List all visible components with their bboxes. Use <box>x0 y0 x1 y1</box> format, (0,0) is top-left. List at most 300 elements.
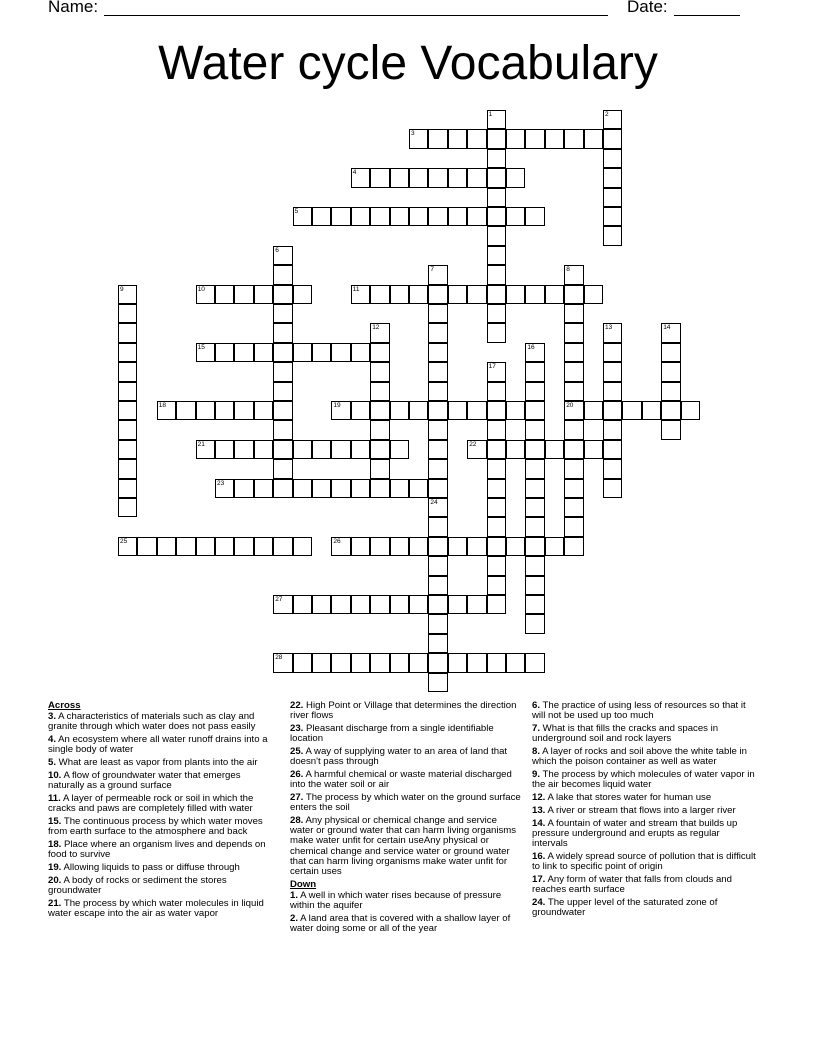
clue-number: 28. <box>290 815 304 826</box>
crossword-cell[interactable] <box>584 285 603 304</box>
clue-number: 20. <box>48 874 62 886</box>
crossword-cell[interactable] <box>448 537 467 556</box>
crossword-cell[interactable] <box>409 168 428 187</box>
crossword-cell[interactable] <box>370 537 389 556</box>
crossword-cell[interactable] <box>467 537 486 556</box>
crossword-cell[interactable] <box>428 362 447 381</box>
crossword-cell[interactable] <box>409 207 428 226</box>
crossword-cell[interactable] <box>487 226 506 245</box>
crossword-cell[interactable] <box>545 440 564 459</box>
crossword-cell[interactable] <box>487 382 506 401</box>
crossword-cell[interactable] <box>390 440 409 459</box>
crossword-cell[interactable] <box>545 129 564 148</box>
crossword-cell[interactable] <box>370 653 389 672</box>
crossword-cell[interactable] <box>448 207 467 226</box>
crossword-cell[interactable] <box>273 537 292 556</box>
crossword-cell[interactable] <box>603 149 622 168</box>
crossword-cell[interactable] <box>409 653 428 672</box>
crossword-cell[interactable] <box>603 168 622 187</box>
crossword-cell[interactable] <box>254 440 273 459</box>
crossword-cell[interactable] <box>390 401 409 420</box>
clue-text: A harmful chemical or waste material discharged into the water soil or air <box>290 769 512 791</box>
clue-text: High Point or Village that determines the direction river flows <box>290 700 517 722</box>
crossword-cell[interactable] <box>137 537 156 556</box>
crossword-cell[interactable] <box>409 537 428 556</box>
crossword-cell[interactable] <box>506 440 525 459</box>
crossword-cell[interactable] <box>564 479 583 498</box>
crossword-cell[interactable] <box>564 459 583 478</box>
crossword-cell[interactable] <box>487 498 506 517</box>
crossword-cell[interactable] <box>273 653 292 672</box>
crossword-cell[interactable] <box>487 401 506 420</box>
crossword-cell[interactable] <box>564 323 583 342</box>
crossword-cell[interactable] <box>448 653 467 672</box>
clue-number: 3. <box>48 711 57 723</box>
clue-text: A characteristics of materials such as clay and granite through which water does not pass easily <box>48 711 256 733</box>
crossword-cell[interactable] <box>564 285 583 304</box>
crossword-cell[interactable] <box>487 304 506 323</box>
crossword-cell[interactable] <box>254 401 273 420</box>
crossword-cell[interactable] <box>118 285 137 304</box>
crossword-cell[interactable] <box>487 246 506 265</box>
crossword-cell[interactable] <box>487 323 506 342</box>
crossword-cell[interactable] <box>312 207 331 226</box>
crossword-cell[interactable] <box>525 362 544 381</box>
crossword-cell[interactable] <box>428 537 447 556</box>
crossword-cell[interactable] <box>487 479 506 498</box>
crossword-cell[interactable] <box>448 401 467 420</box>
crossword-cell[interactable] <box>118 498 137 517</box>
crossword-cell[interactable] <box>506 207 525 226</box>
crossword-cell[interactable] <box>351 653 370 672</box>
crossword-cell[interactable] <box>409 401 428 420</box>
crossword-cell[interactable] <box>525 614 544 633</box>
crossword-cell[interactable] <box>370 207 389 226</box>
crossword-cell[interactable] <box>196 440 215 459</box>
crossword-cell[interactable] <box>254 343 273 362</box>
crossword-cell[interactable] <box>409 285 428 304</box>
crossword-cell[interactable] <box>487 420 506 439</box>
crossword-cell[interactable] <box>370 595 389 614</box>
down-clue <box>532 724 758 744</box>
crossword-cell[interactable] <box>428 420 447 439</box>
crossword-cell[interactable] <box>428 459 447 478</box>
crossword-cell[interactable] <box>525 207 544 226</box>
crossword-cell[interactable] <box>487 517 506 536</box>
crossword-cell[interactable] <box>487 653 506 672</box>
crossword-cell[interactable] <box>312 595 331 614</box>
crossword-cell[interactable] <box>234 479 253 498</box>
crossword-cell[interactable] <box>487 188 506 207</box>
crossword-cell[interactable] <box>351 537 370 556</box>
crossword-cell[interactable] <box>157 401 176 420</box>
crossword-cell[interactable] <box>467 285 486 304</box>
crossword-cell[interactable] <box>351 285 370 304</box>
clue-text: What are least as vapor from plants into the air <box>56 757 258 769</box>
crossword-cell[interactable] <box>487 207 506 226</box>
crossword-cell[interactable] <box>293 440 312 459</box>
crossword-cell[interactable] <box>545 537 564 556</box>
crossword-cell[interactable] <box>234 401 253 420</box>
crossword-cell[interactable] <box>118 537 137 556</box>
crossword-cell[interactable] <box>234 537 253 556</box>
crossword-cell[interactable] <box>642 401 661 420</box>
crossword-cell[interactable] <box>603 420 622 439</box>
crossword-cell[interactable] <box>487 265 506 284</box>
crossword-cell[interactable] <box>428 653 447 672</box>
crossword-cell[interactable] <box>428 285 447 304</box>
crossword-cell[interactable] <box>525 556 544 575</box>
crossword-cell[interactable] <box>370 343 389 362</box>
crossword-cell[interactable] <box>487 556 506 575</box>
crossword-cell[interactable] <box>176 537 195 556</box>
crossword-cell[interactable] <box>603 459 622 478</box>
crossword-cell[interactable] <box>428 343 447 362</box>
crossword-cell[interactable] <box>525 537 544 556</box>
crossword-cell[interactable] <box>370 440 389 459</box>
crossword-cell[interactable] <box>487 595 506 614</box>
crossword-cell[interactable] <box>273 595 292 614</box>
crossword-cell[interactable] <box>506 285 525 304</box>
crossword-cell[interactable] <box>428 382 447 401</box>
crossword-cell[interactable] <box>584 440 603 459</box>
crossword-cell[interactable] <box>603 110 622 129</box>
crossword-cell[interactable] <box>428 323 447 342</box>
crossword-cell[interactable] <box>331 207 350 226</box>
crossword-cell[interactable] <box>331 653 350 672</box>
down-clue <box>532 806 758 816</box>
crossword-cell[interactable] <box>273 440 292 459</box>
crossword-cell[interactable] <box>584 401 603 420</box>
crossword-cell[interactable] <box>467 129 486 148</box>
crossword-cell[interactable] <box>312 653 331 672</box>
crossword-cell[interactable] <box>370 285 389 304</box>
crossword-cell[interactable] <box>428 129 447 148</box>
crossword-cell[interactable] <box>118 323 137 342</box>
crossword-cell[interactable] <box>487 285 506 304</box>
crossword-cell[interactable] <box>428 614 447 633</box>
crossword-cell[interactable] <box>603 129 622 148</box>
crossword-cell[interactable] <box>564 498 583 517</box>
crossword-cell[interactable] <box>157 537 176 556</box>
crossword-cell[interactable] <box>390 653 409 672</box>
clue-number: 14. <box>532 817 546 829</box>
crossword-cell[interactable] <box>661 362 680 381</box>
crossword-cell[interactable] <box>428 576 447 595</box>
crossword-cell[interactable] <box>390 537 409 556</box>
crossword-cell[interactable] <box>428 265 447 284</box>
crossword-cell[interactable] <box>603 343 622 362</box>
crossword-cell[interactable] <box>351 595 370 614</box>
cell-number: 16 <box>527 343 535 351</box>
crossword-cell[interactable] <box>525 343 544 362</box>
crossword-cell[interactable] <box>370 401 389 420</box>
crossword-cell[interactable] <box>196 537 215 556</box>
crossword-cell[interactable] <box>603 226 622 245</box>
crossword-cell[interactable] <box>525 595 544 614</box>
crossword-cell[interactable] <box>467 440 486 459</box>
crossword-cell[interactable] <box>196 401 215 420</box>
crossword-cell[interactable] <box>428 207 447 226</box>
crossword-cell[interactable] <box>215 401 234 420</box>
crossword-cell[interactable] <box>525 285 544 304</box>
crossword-cell[interactable] <box>273 382 292 401</box>
crossword-cell[interactable] <box>428 304 447 323</box>
crossword-cell[interactable] <box>254 285 273 304</box>
crossword-cell[interactable] <box>428 595 447 614</box>
crossword-cell[interactable] <box>118 401 137 420</box>
crossword-cell[interactable] <box>584 129 603 148</box>
crossword-cell[interactable] <box>525 401 544 420</box>
clue-text: A flow of groundwater water that emerges naturally as a ground surface <box>48 770 241 792</box>
crossword-cell[interactable] <box>467 595 486 614</box>
crossword-cell[interactable] <box>390 207 409 226</box>
crossword-cell[interactable] <box>525 459 544 478</box>
crossword-cell[interactable] <box>351 440 370 459</box>
crossword-cell[interactable] <box>196 285 215 304</box>
crossword-cell[interactable] <box>331 343 350 362</box>
crossword-cell[interactable] <box>603 479 622 498</box>
crossword-cell[interactable] <box>564 401 583 420</box>
crossword-cell[interactable] <box>564 382 583 401</box>
crossword-cell[interactable] <box>351 343 370 362</box>
crossword-cell[interactable] <box>273 401 292 420</box>
crossword-cell[interactable] <box>273 362 292 381</box>
crossword-cell[interactable] <box>564 304 583 323</box>
crossword-cell[interactable] <box>603 362 622 381</box>
crossword-cell[interactable] <box>603 188 622 207</box>
crossword-cell[interactable] <box>390 285 409 304</box>
crossword-cell[interactable] <box>448 595 467 614</box>
clue-number: 24. <box>532 896 546 908</box>
clue-number: 9. <box>532 769 541 780</box>
clue-number: 2. <box>290 913 299 925</box>
crossword-cell[interactable] <box>525 420 544 439</box>
crossword-cell[interactable] <box>409 129 428 148</box>
cell-number: 22 <box>469 440 477 448</box>
crossword-cell[interactable] <box>622 401 641 420</box>
crossword-cell[interactable] <box>293 207 312 226</box>
crossword-cell[interactable] <box>312 479 331 498</box>
crossword-cell[interactable] <box>525 440 544 459</box>
crossword-cell[interactable] <box>118 362 137 381</box>
crossword-cell[interactable] <box>293 479 312 498</box>
down-heading: Down <box>290 878 317 890</box>
crossword-cell[interactable] <box>351 479 370 498</box>
clue-number: 8. <box>532 746 541 757</box>
crossword-cell[interactable] <box>661 323 680 342</box>
crossword-cell[interactable] <box>118 440 137 459</box>
crossword-cell[interactable] <box>661 343 680 362</box>
crossword-cell[interactable] <box>118 459 137 478</box>
down-clue <box>532 819 758 850</box>
crossword-cell[interactable] <box>428 673 447 692</box>
crossword-cell[interactable] <box>118 304 137 323</box>
crossword-cell[interactable] <box>254 537 273 556</box>
across-clue <box>48 735 274 755</box>
crossword-cell[interactable] <box>487 362 506 381</box>
crossword-cell[interactable] <box>370 459 389 478</box>
name-label: Name: <box>48 0 99 16</box>
crossword-cell[interactable] <box>234 285 253 304</box>
crossword-cell[interactable] <box>487 440 506 459</box>
crossword-cell[interactable] <box>331 440 350 459</box>
page-title: Water cycle Vocabulary <box>158 37 658 90</box>
clue-number: 1. <box>290 890 299 902</box>
crossword-cell[interactable] <box>428 440 447 459</box>
crossword-cell[interactable] <box>564 362 583 381</box>
crossword-cell[interactable] <box>428 498 447 517</box>
clue-text: A layer of permeable rock or soil in which the cracks and paws are completely filled with water <box>48 793 254 815</box>
crossword-cell[interactable] <box>428 556 447 575</box>
crossword-cell[interactable] <box>428 479 447 498</box>
crossword-cell[interactable] <box>215 537 234 556</box>
crossword-cell[interactable] <box>661 382 680 401</box>
crossword-cell[interactable] <box>603 323 622 342</box>
crossword-cell[interactable] <box>370 382 389 401</box>
clue-number: 19. <box>48 862 62 873</box>
crossword-cell[interactable] <box>118 382 137 401</box>
crossword-cell[interactable] <box>487 129 506 148</box>
crossword-cell[interactable] <box>564 343 583 362</box>
crossword-cell[interactable] <box>564 537 583 556</box>
crossword-cell[interactable] <box>215 343 234 362</box>
crossword-cell[interactable] <box>428 634 447 653</box>
crossword-cell[interactable] <box>215 285 234 304</box>
crossword-cell[interactable] <box>487 576 506 595</box>
clue-number: 17. <box>532 873 546 885</box>
crossword-cell[interactable] <box>525 653 544 672</box>
crossword-cell[interactable] <box>331 595 350 614</box>
crossword-cell[interactable] <box>118 479 137 498</box>
crossword-cell[interactable] <box>351 401 370 420</box>
crossword-cell[interactable] <box>564 420 583 439</box>
down-clue <box>532 701 758 721</box>
crossword-cell[interactable] <box>331 401 350 420</box>
crossword-cell[interactable] <box>661 420 680 439</box>
crossword-cell[interactable] <box>312 440 331 459</box>
crossword-cell[interactable] <box>603 207 622 226</box>
clue-number: 15. <box>48 816 62 827</box>
crossword-cell[interactable] <box>293 537 312 556</box>
crossword-cell[interactable] <box>390 479 409 498</box>
crossword-cell[interactable] <box>370 323 389 342</box>
crossword-cell[interactable] <box>273 323 292 342</box>
crossword-cell[interactable] <box>370 168 389 187</box>
crossword-cell[interactable] <box>273 265 292 284</box>
cell-number: 26 <box>333 537 341 545</box>
crossword-cell[interactable] <box>293 653 312 672</box>
crossword-cell[interactable] <box>487 168 506 187</box>
crossword-cell[interactable] <box>564 517 583 536</box>
crossword-cell[interactable] <box>273 420 292 439</box>
clue-text: Place where an organism lives and depends on food to survive <box>48 839 266 861</box>
crossword-cell[interactable] <box>506 653 525 672</box>
crossword-cell[interactable] <box>564 440 583 459</box>
crossword-cell[interactable] <box>428 168 447 187</box>
crossword-cell[interactable] <box>331 537 350 556</box>
crossword-cell[interactable] <box>603 440 622 459</box>
crossword-cell[interactable] <box>273 285 292 304</box>
crossword-cell[interactable] <box>370 479 389 498</box>
crossword-cell[interactable] <box>428 517 447 536</box>
crossword-cell[interactable] <box>390 595 409 614</box>
crossword-cell[interactable] <box>390 168 409 187</box>
crossword-cell[interactable] <box>525 129 544 148</box>
crossword-cell[interactable] <box>661 401 680 420</box>
crossword-cell[interactable] <box>118 420 137 439</box>
crossword-cell[interactable] <box>254 479 273 498</box>
crossword-cell[interactable] <box>409 479 428 498</box>
crossword-cell[interactable] <box>525 382 544 401</box>
crossword-cell[interactable] <box>487 149 506 168</box>
crossword-cell[interactable] <box>603 401 622 420</box>
crossword-cell[interactable] <box>506 168 525 187</box>
crossword-cell[interactable] <box>273 304 292 323</box>
crossword-cell[interactable] <box>196 343 215 362</box>
crossword-cell[interactable] <box>681 401 700 420</box>
crossword-cell[interactable] <box>487 459 506 478</box>
crossword-cell[interactable] <box>603 382 622 401</box>
crossword-cell[interactable] <box>467 401 486 420</box>
crossword-cell[interactable] <box>487 110 506 129</box>
crossword-cell[interactable] <box>370 420 389 439</box>
crossword-cell[interactable] <box>409 595 428 614</box>
crossword-cell[interactable] <box>506 129 525 148</box>
crossword-cell[interactable] <box>293 285 312 304</box>
crossword-cell[interactable] <box>351 207 370 226</box>
crossword-cell[interactable] <box>428 401 447 420</box>
crossword-cell[interactable] <box>273 479 292 498</box>
crossword-cell[interactable] <box>525 498 544 517</box>
crossword-cell[interactable] <box>487 537 506 556</box>
crossword-cell[interactable] <box>525 517 544 536</box>
crossword-cell[interactable] <box>331 479 350 498</box>
cell-number: 19 <box>333 402 341 409</box>
crossword-cell[interactable] <box>506 401 525 420</box>
crossword-cell[interactable] <box>467 207 486 226</box>
crossword-cell[interactable] <box>234 440 253 459</box>
crossword-cell[interactable] <box>564 265 583 284</box>
crossword-cell[interactable] <box>351 168 370 187</box>
cell-number: 18 <box>158 402 167 409</box>
clue-number: 16. <box>532 850 546 862</box>
crossword-cell[interactable] <box>545 285 564 304</box>
crossword-cell[interactable] <box>234 343 253 362</box>
crossword-cell[interactable] <box>215 440 234 459</box>
crossword-cell[interactable] <box>448 285 467 304</box>
crossword-cell[interactable] <box>448 168 467 187</box>
crossword-cell[interactable] <box>118 343 137 362</box>
across-clue <box>48 863 274 873</box>
crossword-cell[interactable] <box>467 653 486 672</box>
crossword-cell[interactable] <box>506 537 525 556</box>
crossword-cell[interactable] <box>215 479 234 498</box>
crossword-cell[interactable] <box>273 246 292 265</box>
crossword-cell[interactable] <box>293 343 312 362</box>
crossword-cell[interactable] <box>564 129 583 148</box>
crossword-cell[interactable] <box>370 362 389 381</box>
crossword-cell[interactable] <box>273 343 292 362</box>
crossword-cell[interactable] <box>525 479 544 498</box>
crossword-cell[interactable] <box>448 129 467 148</box>
crossword-cell[interactable] <box>525 576 544 595</box>
crossword-cell[interactable] <box>273 459 292 478</box>
crossword-cell[interactable] <box>467 168 486 187</box>
crossword-cell[interactable] <box>312 343 331 362</box>
crossword-cell[interactable] <box>176 401 195 420</box>
crossword-cell[interactable] <box>293 595 312 614</box>
